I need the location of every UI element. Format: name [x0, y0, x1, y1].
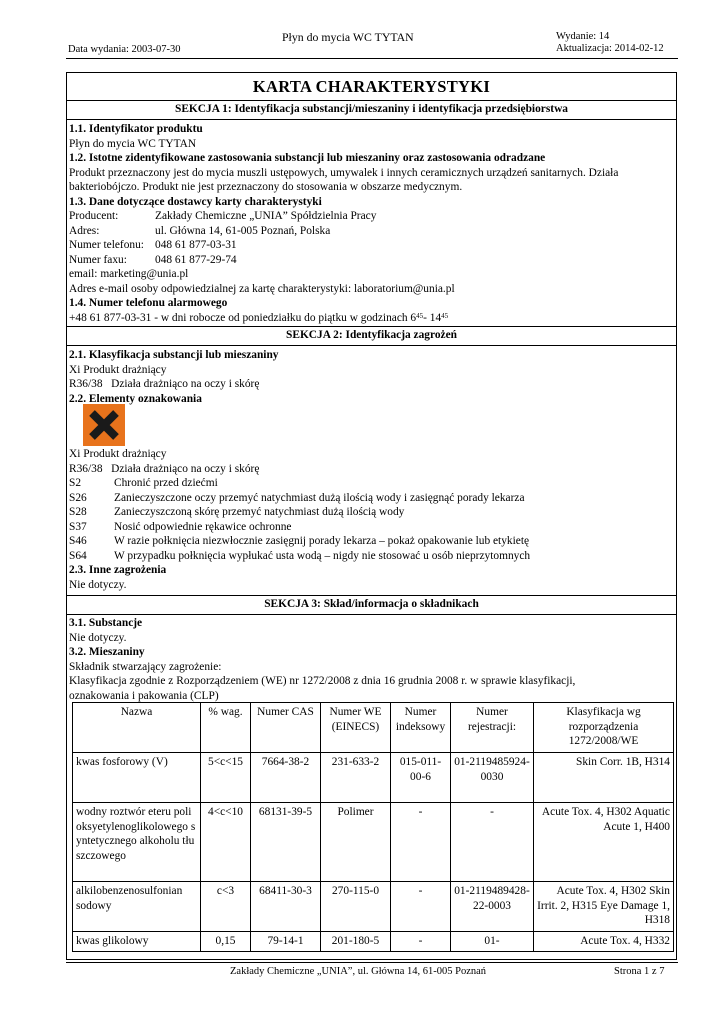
cell-wt: 0,15	[201, 932, 251, 952]
phone-label: Numer telefonu:	[69, 239, 144, 251]
cell-class: Skin Corr. 1B, H314	[534, 753, 674, 803]
cell-class: Acute Tox. 4, H302 Aquatic Acute 1, H400	[534, 803, 674, 882]
phrase-s2	[69, 476, 673, 491]
cell-class: Acute Tox. 4, H332	[534, 932, 674, 952]
s32-title: 3.2. Mieszaniny	[69, 646, 145, 658]
s32-line3: oznakowania i pakowania (CLP)	[69, 689, 219, 702]
footer-rule	[66, 962, 678, 963]
section1-heading: SEKCJA 1: Identyfikacja substancji/mieszaniny i identyfikacja przedsiębiorstwa	[175, 103, 568, 115]
phrase-code: S64	[69, 549, 87, 562]
components-table	[72, 702, 674, 952]
section3-top-divider	[66, 595, 677, 596]
s12-title: 1.2. Istotne zidentyfikowane zastosowania substancji lub mieszaniny oraz zastosowania odradzane	[69, 152, 546, 164]
cell-cas: 68131-39-5	[251, 803, 321, 882]
phrase-s28	[69, 505, 673, 520]
header-rule	[66, 58, 678, 59]
producer-value: Zakłady Chemiczne „UNIA” Spółdzielnia Pracy	[155, 210, 377, 222]
cell-reg: 01-2119489428-22-0003	[451, 882, 534, 932]
phrase-s46	[69, 534, 673, 549]
section1-content	[69, 122, 673, 325]
fax-label: Numer faxu:	[69, 253, 127, 266]
phrase-text: W przypadku połknięcia wypłukać usta wodą – nigdy nie stosować u osób nieprzytomnych	[114, 549, 531, 562]
cell-name: kwas fosforowy (V)	[73, 753, 201, 803]
address-label: Adres:	[69, 224, 100, 237]
phrase-text: W razie połknięcia niezwłocznie zasięgnij porady lekarza – pokaż opakowanie lub etykietę	[114, 535, 530, 547]
phrase-s64	[69, 549, 673, 564]
cell-we: 270-115-0	[321, 882, 391, 932]
cell-wt: 5<c<15	[201, 753, 251, 803]
cell-name: kwas glikolowy	[73, 932, 201, 952]
fax-value: 048 61 877-29-74	[155, 253, 237, 266]
phrase-code: S37	[69, 520, 87, 533]
s23-text: Nie dotyczy.	[69, 578, 127, 591]
section2-top-content	[69, 348, 673, 406]
phone-row	[69, 238, 673, 253]
table-row	[73, 932, 674, 952]
header-reg: Numer rejestracji:	[451, 703, 534, 753]
cell-index: -	[391, 932, 451, 952]
s13-title: 1.3. Dane dotyczące dostawcy karty charakterystyki	[69, 195, 322, 208]
section2-top-divider	[66, 326, 677, 327]
cell-we: Polimer	[321, 803, 391, 882]
header-class: Klasyfikacja wg rozporządzenia 1272/2008/WE	[534, 703, 674, 753]
phrase-code: S26	[69, 491, 87, 504]
s21-line1: Xi Produkt drażniący	[69, 363, 167, 376]
s14-sup1: 45	[416, 311, 424, 320]
address-row	[69, 224, 673, 239]
section3-heading: SEKCJA 3: Skład/informacja o składnikach	[264, 598, 479, 610]
section2-heading: SEKCJA 2: Identyfikacja zagrożeń	[286, 329, 457, 341]
s14-text-line	[69, 311, 673, 326]
cell-cas: 7664-38-2	[251, 753, 321, 803]
table-row	[73, 882, 674, 932]
harmful-irritant-pictogram-icon	[83, 404, 125, 446]
s31-text: Nie dotyczy.	[69, 631, 127, 644]
producer-label: Producent:	[69, 210, 119, 222]
cell-wt: c<3	[201, 882, 251, 932]
cell-index: 015-011-00-6	[391, 753, 451, 803]
fax-row	[69, 253, 673, 268]
s32-line2: Klasyfikacja zgodnie z Rozporządzeniem (WE) nr 1272/2008 z dnia 16 grudnia 2008 r. w sprawie klasyfikacji,	[69, 675, 576, 687]
table-row	[73, 753, 674, 803]
s12-line2: bakteriobójczo. Produkt nie jest przeznaczony do stosowania w obszarze medycznym.	[69, 181, 463, 193]
cell-cas: 79-14-1	[251, 932, 321, 952]
table-header-row	[73, 703, 674, 753]
footer-company: Zakłady Chemiczne „UNIA”, ul. Główna 14, 61-005 Poznań	[230, 966, 487, 977]
s21-r-code: R36/38	[69, 378, 103, 390]
label-r-text: Działa drażniąco na oczy i skórę	[111, 462, 260, 475]
cell-name: wodny roztwór eteru polioksyetylenoglikolowego syntetycznego alkoholu tłuszczowego	[73, 803, 201, 882]
phrase-code: S2	[69, 477, 82, 489]
header-issue-date: Data wydania: 2003-07-30	[68, 44, 181, 55]
header-name: Nazwa	[73, 703, 201, 753]
cell-reg: 01-	[451, 932, 534, 952]
header-cas: Numer CAS	[251, 703, 321, 753]
document-title: KARTA CHARAKTERYSTYKI	[252, 77, 491, 96]
address-value: ul. Główna 14, 61-005 Poznań, Polska	[155, 224, 331, 237]
s14-sup2: 45	[441, 311, 449, 320]
cell-cas: 68411-30-3	[251, 882, 321, 932]
s32-line1: Składnik stwarzający zagrożenie:	[69, 660, 222, 673]
s12-line1: Produkt przeznaczony jest do mycia muszli ustępowych, umywalek i innych ceramicznych urządzeń sanitarnych. Działa	[69, 166, 619, 179]
email-line: email: marketing@unia.pl	[69, 268, 189, 280]
header-edition: Wydanie: 14	[556, 31, 610, 42]
table-row	[73, 803, 674, 882]
label-line1: Xi Produkt drażniący	[69, 448, 167, 460]
phrase-text: Chronić przed dziećmi	[114, 477, 218, 489]
cell-reg: -	[451, 803, 534, 882]
label-r-line	[69, 462, 673, 477]
cell-wt: 4<c<10	[201, 803, 251, 882]
phone-value: 048 61 877-03-31	[155, 239, 237, 251]
cell-reg: 01-2119485924-0030	[451, 753, 534, 803]
phrase-text: Nosić odpowiednie rękawice ochronne	[114, 520, 292, 533]
phrase-s37	[69, 520, 673, 535]
cell-index: -	[391, 803, 451, 882]
s11-text: Płyn do mycia WC TYTAN	[69, 137, 197, 150]
s23-title: 2.3. Inne zagrożenia	[69, 564, 167, 576]
section2-divider	[66, 345, 677, 346]
phrase-code: S28	[69, 506, 87, 518]
producer-row	[69, 209, 673, 224]
header-wt: % wag.	[201, 703, 251, 753]
s31-title: 3.1. Substancje	[69, 617, 143, 629]
s11-title: 1.1. Identyfikator produktu	[69, 123, 203, 135]
cell-index: -	[391, 882, 451, 932]
s21-line2	[69, 377, 673, 392]
phrase-text: Zanieczyszczoną skórę przemyć natychmiast dużą ilością wody	[114, 506, 405, 518]
section1-divider	[66, 119, 677, 120]
section3-content	[69, 616, 673, 703]
responsible-email-line: Adres e-mail osoby odpowiedzialnej za kartę charakterystyki: laboratorium@unia.pl	[69, 282, 455, 295]
s21-title: 2.1. Klasyfikacja substancji lub mieszaniny	[69, 349, 279, 361]
header-we: Numer WE (EINECS)	[321, 703, 391, 753]
header-product-name: Płyn do mycia WC TYTAN	[282, 30, 414, 44]
s14-mid: - 14	[423, 311, 442, 324]
s22-title: 2.2. Elementy oznakowania	[69, 392, 202, 405]
header-index: Numer indeksowy	[391, 703, 451, 753]
title-divider	[66, 100, 677, 101]
cell-name: alkilobenzenosulfonian sodowy	[73, 882, 201, 932]
footer-page-number: Strona 1 z 7	[614, 966, 665, 977]
phrase-code: S46	[69, 535, 87, 547]
label-r-code: R36/38	[69, 462, 103, 475]
phrase-s26	[69, 491, 673, 506]
cell-we: 231-633-2	[321, 753, 391, 803]
s21-r-text: Działa drażniąco na oczy i skórę	[111, 378, 260, 390]
phrase-text: Zanieczyszczone oczy przemyć natychmiast dużą ilością wody i zasięgnąć porady lekarza	[114, 491, 525, 504]
section2-label-content	[69, 447, 673, 592]
cell-class: Acute Tox. 4, H302 Skin Irrit. 2, H315 Eye Damage 1, H318	[534, 882, 674, 932]
section3-divider	[66, 614, 677, 615]
cell-we: 201-180-5	[321, 932, 391, 952]
s14-title: 1.4. Numer telefonu alarmowego	[69, 297, 228, 309]
header-update: Aktualizacja: 2014-02-12	[556, 43, 664, 54]
s14-text: +48 61 877-03-31 - w dni robocze od poniedziałku do piątku w godzinach 6	[69, 311, 417, 324]
